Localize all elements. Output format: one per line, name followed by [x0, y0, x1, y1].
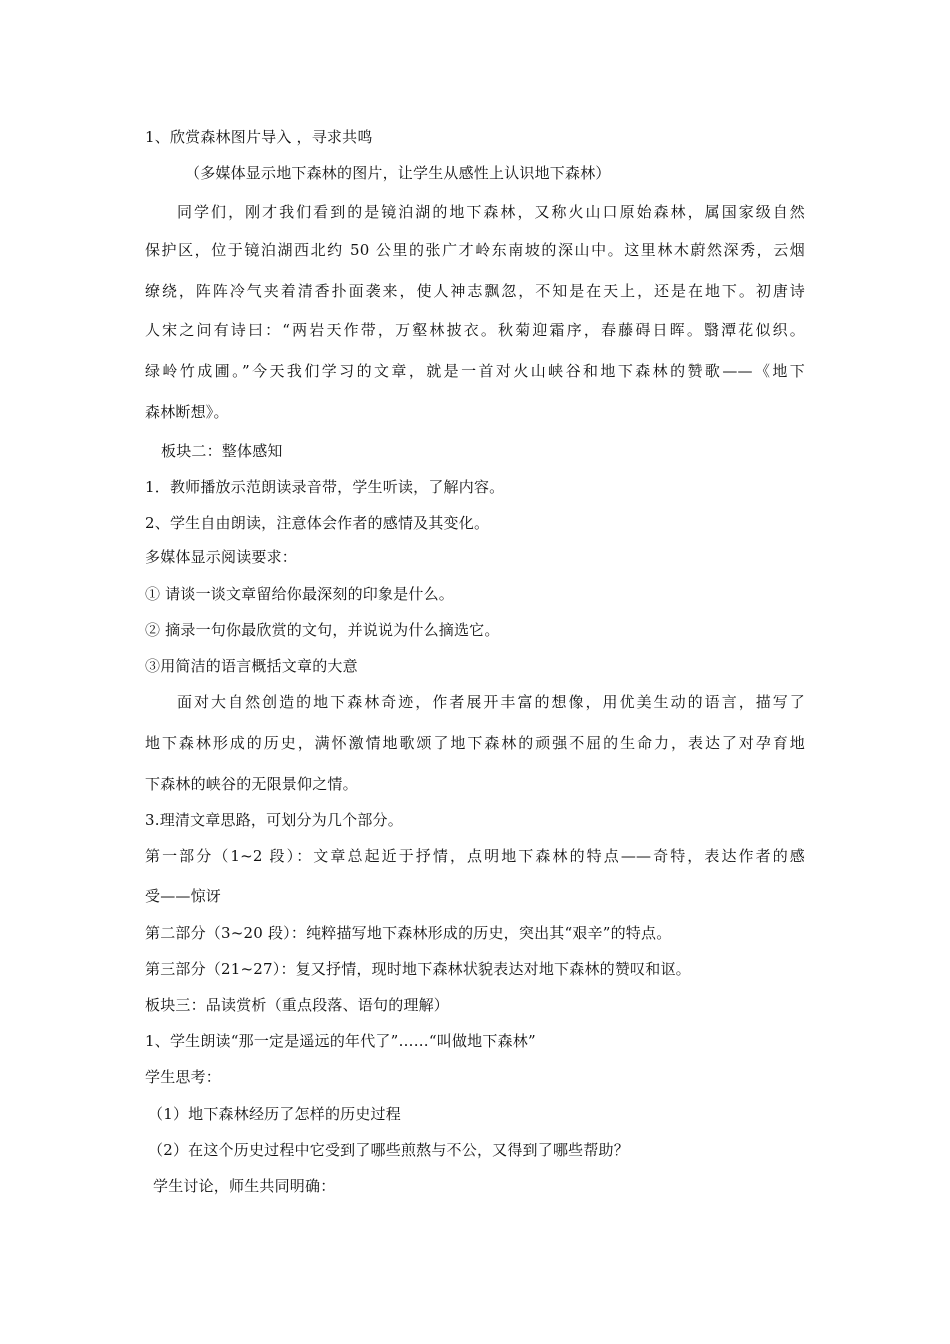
- text-line-paragraph: 绿岭竹成圃。”今天我们学习的文章，就是一首对火山峡谷和地下森林的赞歌——《地下: [145, 362, 805, 380]
- text-line-part: 第二部分（3~20 段）：纯粹描写地下森林形成的历史，突出其“艰辛”的特点。: [145, 924, 672, 942]
- text-line-step: 1、学生朗读“那一定是遥远的年代了”……“叫做地下森林”: [145, 1032, 536, 1050]
- text-line-paragraph: 同学们，刚才我们看到的是镜泊湖的地下森林，又称火山口原始森林，属国家级自然: [177, 203, 805, 221]
- text-line-paragraph: 面对大自然创造的地下森林奇迹，作者展开丰富的想像，用优美生动的语言，描写了: [177, 693, 805, 711]
- text-line-paragraph: 人宋之问有诗曰：“两岩天作带，万壑林披衣。秋菊迎霜序，春藤碍日晖。翳潭花似织。: [145, 321, 805, 339]
- section-heading: 板块三：品读赏析（重点段落、语句的理解）: [145, 996, 450, 1014]
- text-line-step: 1．教师播放示范朗读录音带，学生听读，了解内容。: [145, 478, 505, 496]
- text-line-step: 2、学生自由朗读，注意体会作者的感情及其变化。: [145, 514, 490, 532]
- text-line-step: 学生讨论，师生共同明确：: [153, 1177, 336, 1195]
- list-item: （2）在这个历史过程中它受到了哪些煎熬与不公，又得到了哪些帮助？: [148, 1141, 629, 1159]
- section-heading: 板块二：整体感知: [161, 442, 283, 460]
- text-line-paragraph: 保护区，位于镜泊湖西北约 50 公里的张广才岭东南坡的深山中。这里林木蔚然深秀，云烟: [145, 241, 805, 259]
- list-item: ① 请谈一谈文章留给你最深刻的印象是什么。: [145, 585, 454, 603]
- text-line-intro-heading: 1、欣赏森林图片导入 ，寻求共鸣: [145, 128, 373, 146]
- text-line-requirements-heading: 多媒体显示阅读要求：: [145, 548, 298, 566]
- text-line-paragraph: 森林断想》。: [145, 403, 229, 421]
- text-line-part: 受——惊讶: [145, 887, 222, 905]
- text-line-paragraph: 下森林的峡谷的无限景仰之情。: [145, 775, 358, 793]
- text-line-paragraph: 缭绕，阵阵冷气夹着清香扑面袭来，使人神志飘忽，不知是在天上，还是在地下。初唐诗: [145, 282, 805, 300]
- list-item: ③用简洁的语言概括文章的大意: [145, 657, 358, 675]
- text-line-paragraph: 地下森林形成的历史，满怀激情地歌颂了地下森林的顽强不屈的生命力，表达了对孕育地: [145, 734, 805, 752]
- text-line-multimedia-note: （多媒体显示地下森林的图片，让学生从感性上认识地下森林）: [185, 164, 611, 182]
- list-item: （1）地下森林经历了怎样的历史过程: [148, 1105, 401, 1123]
- list-item: ② 摘录一句你最欣赏的文句，并说说为什么摘选它。: [145, 621, 500, 639]
- text-line-part: 第一部分（1~2 段）：文章总起近于抒情，点明地下森林的特点——奇特，表达作者的感: [145, 847, 805, 865]
- text-line-step: 3.理清文章思路，可划分为几个部分。: [145, 811, 403, 829]
- text-line-part: 第三部分（21~27）：复又抒情，现时地下森林状貌表达对地下森林的赞叹和讴。: [145, 960, 691, 978]
- text-line-step: 学生思考：: [145, 1068, 222, 1086]
